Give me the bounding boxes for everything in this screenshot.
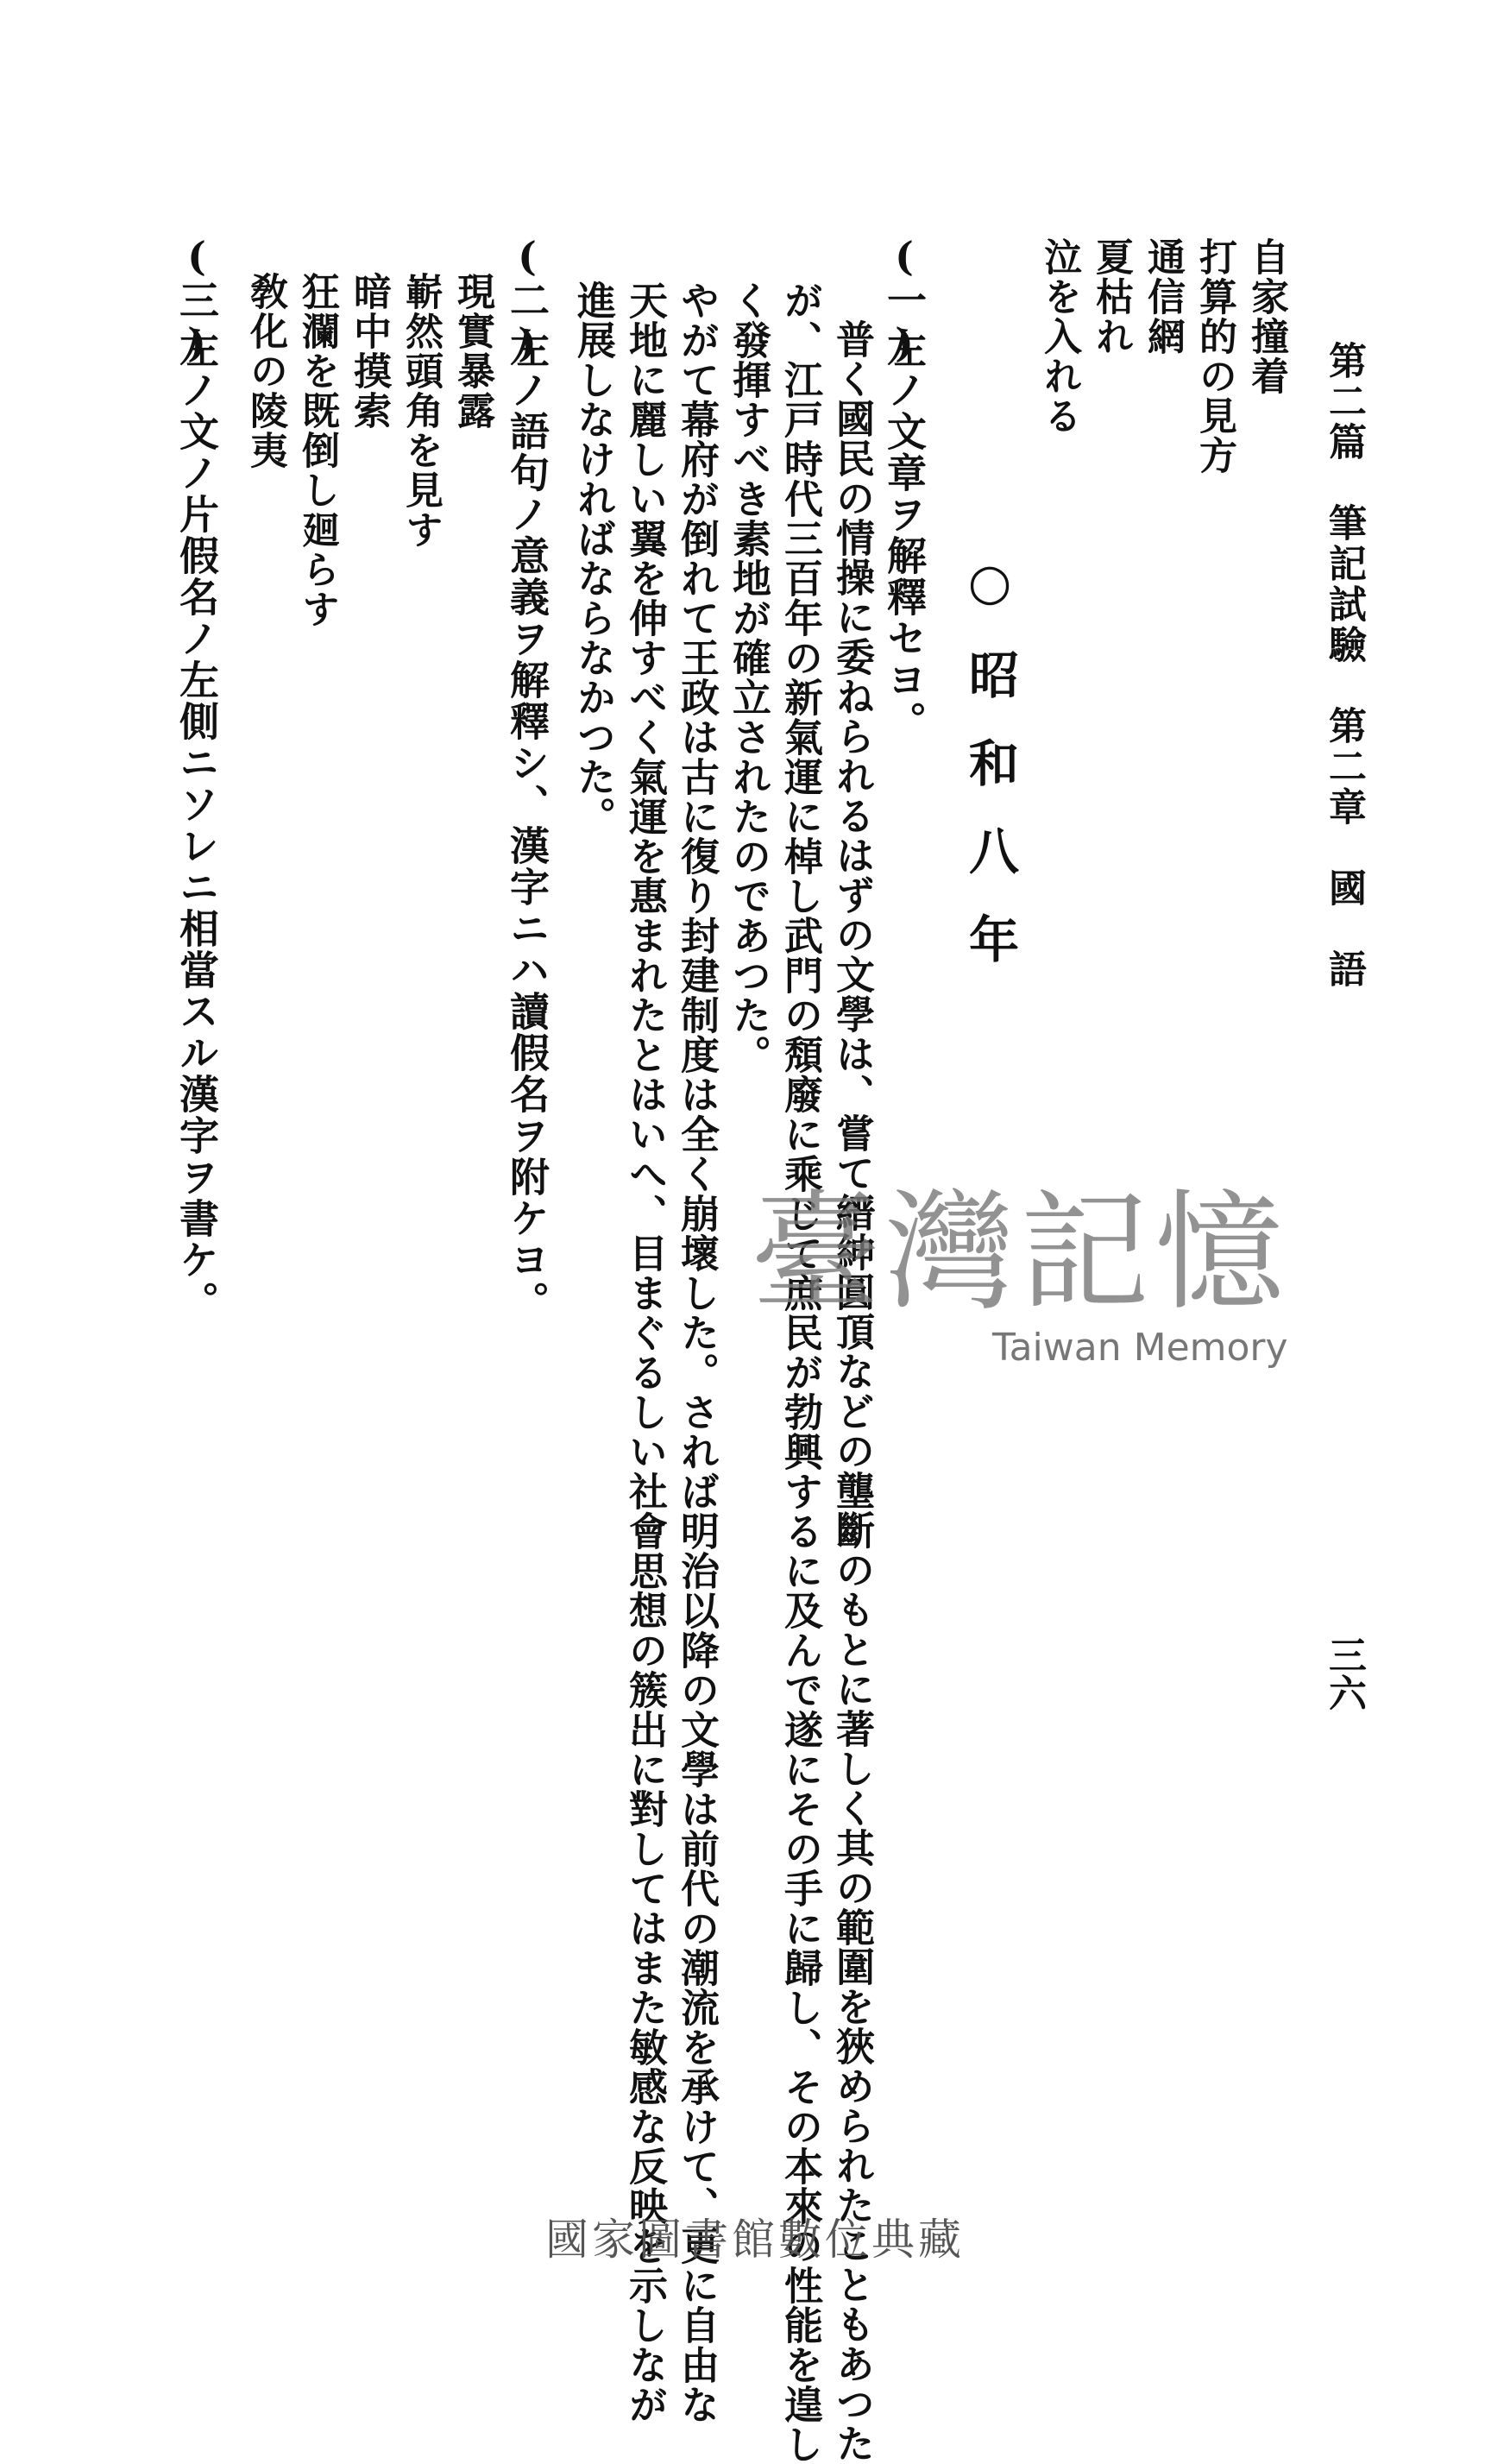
page-number: 三六 xyxy=(1322,1635,1366,1711)
question-instruction: 左ノ語句ノ意義ヲ解釋シ、漢字ニハ讀假名ヲ附ケヨ。 xyxy=(504,328,551,1322)
watermark-logo-text: 臺灣記憶 xyxy=(751,1178,1290,1328)
passage-line: 普く國民の情操に委ねられるはずの文學は、嘗て縉紳圓頂などの壟斷のもとに著しく其の範圍を狹められたこともあつた xyxy=(829,319,875,2463)
watermark-english: Taiwan Memory xyxy=(992,1326,1288,1370)
question-instruction: 左ノ文ノ片假名ノ左側ニソレニ相當スル漢字ヲ書ケ。 xyxy=(173,328,220,1322)
vocab-item: 夏枯れ xyxy=(1089,237,1133,356)
question-number: (二) xyxy=(504,233,551,366)
vocab-item: 泣を入れる xyxy=(1037,237,1081,436)
vocab-item: 打算的の見方 xyxy=(1192,237,1236,476)
question-instruction: 左ノ文章ヲ解釋セヨ。 xyxy=(881,328,928,742)
watermark xyxy=(751,1148,1289,1370)
library-footer: 國家圖書館數位典藏 xyxy=(545,2215,965,2265)
passage-line: 進展しなければならなかつた。 xyxy=(570,280,616,836)
vocab-item: 通信網 xyxy=(1141,237,1185,356)
passage-line: く發揮すべき素地が確立されたのであつた。 xyxy=(726,280,771,1074)
term-item: 現實暴露 xyxy=(450,272,494,431)
term-item: 狂瀾を既倒し廻らす xyxy=(295,272,339,629)
year-heading: ○昭和八年 xyxy=(960,552,1019,1001)
vocab-item: 自家撞着 xyxy=(1244,237,1288,396)
term-item: 敎化の陵夷 xyxy=(243,272,287,470)
question-number: (三) xyxy=(173,233,220,366)
term-item: 暗中摸索 xyxy=(347,272,391,431)
term-item: 嶄然頭角を見す xyxy=(399,272,443,550)
passage-line: 天地に麗しい翼を伸すべく氣運を惠まれたとはいへ、目まぐるしい社會思想の簇出に對してはまた敏感な反映を示しなが xyxy=(622,280,668,2424)
passage-line: が、江戸時代三百年の新氣運に棹し武門の頽廢に乘じて庶民が勃興するに及んで遂にその手に歸し、その本來の性能を遑し xyxy=(777,280,823,2464)
running-header: 第二篇 筆記試驗 第二章 國 語 xyxy=(1322,341,1366,990)
passage-line: やがて幕府が倒れて王政は古に復り封建制度は全く崩壞した。されば明治以降の文學は前代の潮流を承けて、更に自由な xyxy=(674,280,720,2424)
question-number: (一) xyxy=(881,233,928,366)
